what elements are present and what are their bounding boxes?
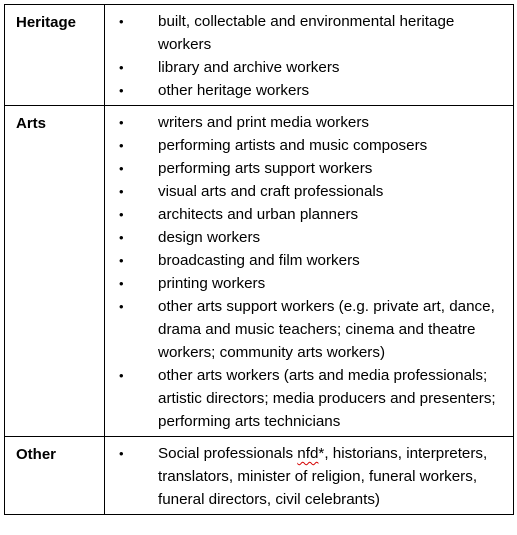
items-other [105, 437, 514, 515]
bullet-icon: • [119, 368, 124, 383]
item-text: other arts workers (arts and media professionals; artistic directors; media producers and presenters; performing arts technicians [158, 367, 496, 430]
list-item [105, 203, 509, 226]
bullet-list-other [105, 442, 509, 511]
item-text: other heritage workers [158, 82, 310, 99]
bullet-icon: • [119, 161, 124, 176]
item-text: performing arts support workers [158, 160, 373, 177]
item-text-after: *, historians, interpreters, translators, minister of religion, funeral workers, funeral directors, civil celebrants) [158, 445, 488, 508]
item-text: writers and print media workers [158, 114, 370, 131]
list-item [105, 442, 509, 511]
list-item [105, 249, 509, 272]
category-heritage: Heritage [5, 5, 105, 106]
table-row-other [5, 437, 514, 515]
category-arts: Arts [5, 106, 105, 437]
bullet-list-heritage [105, 10, 509, 102]
bullet-list-arts [105, 111, 509, 433]
category-other: Other [5, 437, 105, 515]
list-item [105, 157, 509, 180]
item-text: built, collectable and environmental heritage workers [158, 13, 455, 53]
item-text: architects and urban planners [158, 206, 359, 223]
list-item [105, 226, 509, 249]
list-item [105, 111, 509, 134]
item-text: broadcasting and film workers [158, 252, 360, 269]
list-item [105, 10, 509, 56]
bullet-icon: • [119, 230, 124, 245]
item-text: other arts support workers (e.g. private art, dance, drama and music teachers; cinema and theatre workers; community arts workers) [158, 298, 495, 361]
bullet-icon: • [119, 207, 124, 222]
list-item [105, 79, 509, 102]
list-item [105, 180, 509, 203]
item-text: library and archive workers [158, 59, 340, 76]
list-item [105, 364, 509, 433]
bullet-icon: • [119, 276, 124, 291]
spellcheck-underlined-word: nfd [297, 445, 319, 462]
list-item [105, 272, 509, 295]
items-arts [105, 106, 514, 437]
list-item [105, 295, 509, 364]
bullet-icon: • [119, 253, 124, 268]
item-text: printing workers [158, 275, 266, 292]
bullet-icon: • [119, 115, 124, 130]
items-heritage [105, 5, 514, 106]
list-item [105, 56, 509, 79]
item-text: visual arts and craft professionals [158, 183, 384, 200]
occupation-table [4, 4, 514, 515]
bullet-icon: • [119, 14, 124, 29]
bullet-icon: • [119, 60, 124, 75]
item-text-before: Social professionals [158, 445, 298, 462]
table-row-heritage [5, 5, 514, 106]
list-item [105, 134, 509, 157]
item-text: design workers [158, 229, 261, 246]
bullet-icon: • [119, 184, 124, 199]
bullet-icon: • [119, 299, 124, 314]
table-row-arts [5, 106, 514, 437]
bullet-icon: • [119, 138, 124, 153]
bullet-icon: • [119, 83, 124, 98]
bullet-icon: • [119, 446, 124, 461]
item-text: performing artists and music composers [158, 137, 428, 154]
